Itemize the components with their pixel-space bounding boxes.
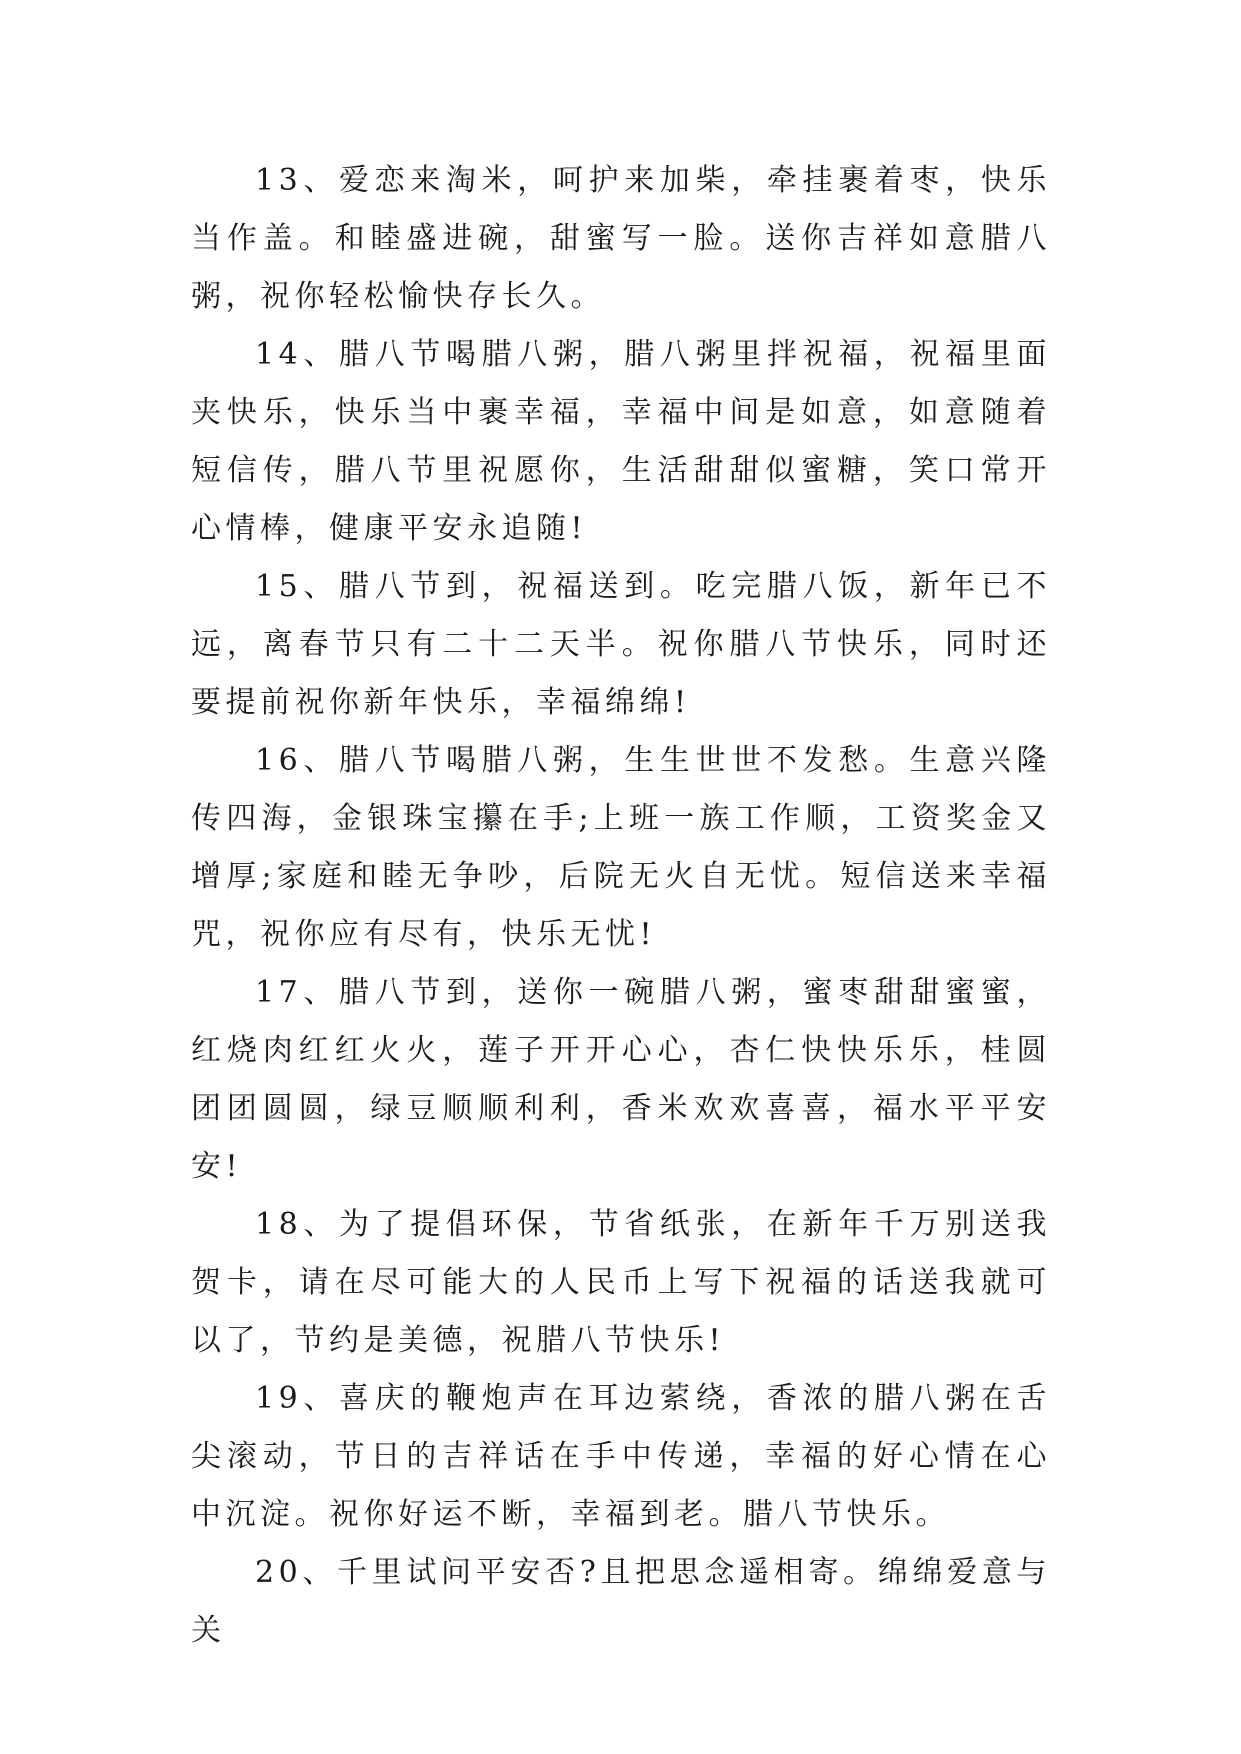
paragraph-17: 17、腊八节到，送你一碗腊八粥，蜜枣甜甜蜜蜜，红烧肉红红火火，莲子开开心心，杏仁快快乐乐，桂圆团团圆圆，绿豆顺顺利利，香米欢欢喜喜，福水平平安安! — [191, 975, 1051, 1184]
document-body — [191, 152, 1051, 1660]
paragraph-13: 13、爱恋来淘米，呵护来加柴，牵挂裹着枣，快乐当作盖。和睦盛进碗，甜蜜写一脸。送你吉祥如意腊八粥，祝你轻松愉快存长久。 — [191, 163, 1051, 314]
paragraph-20: 20、千里试问平安否?且把思念遥相寄。绵绵爱意与关 — [191, 1555, 1051, 1648]
paragraph-15: 15、腊八节到，祝福送到。吃完腊八饭，新年已不远，离春节只有二十二天半。祝你腊八节快乐，同时还要提前祝你新年快乐，幸福绵绵! — [191, 569, 1051, 720]
paragraph-19: 19、喜庆的鞭炮声在耳边萦绕，香浓的腊八粥在舌尖滚动，节日的吉祥话在手中传递，幸福的好心情在心中沉淀。祝你好运不断，幸福到老。腊八节快乐。 — [191, 1381, 1051, 1532]
paragraph-18: 18、为了提倡环保，节省纸张，在新年千万别送我贺卡，请在尽可能大的人民币上写下祝福的话送我就可以了，节约是美德，祝腊八节快乐! — [191, 1207, 1051, 1358]
paragraph-16: 16、腊八节喝腊八粥，生生世世不发愁。生意兴隆传四海，金银珠宝攥在手;上班一族工作顺，工资奖金又增厚;家庭和睦无争吵，后院无火自无忧。短信送来幸福咒，祝你应有尽有，快乐无忧! — [191, 743, 1051, 952]
paragraph-14: 14、腊八节喝腊八粥，腊八粥里拌祝福，祝福里面夹快乐，快乐当中裹幸福，幸福中间是如意，如意随着短信传，腊八节里祝愿你，生活甜甜似蜜糖，笑口常开心情棒，健康平安永追随! — [191, 337, 1051, 546]
